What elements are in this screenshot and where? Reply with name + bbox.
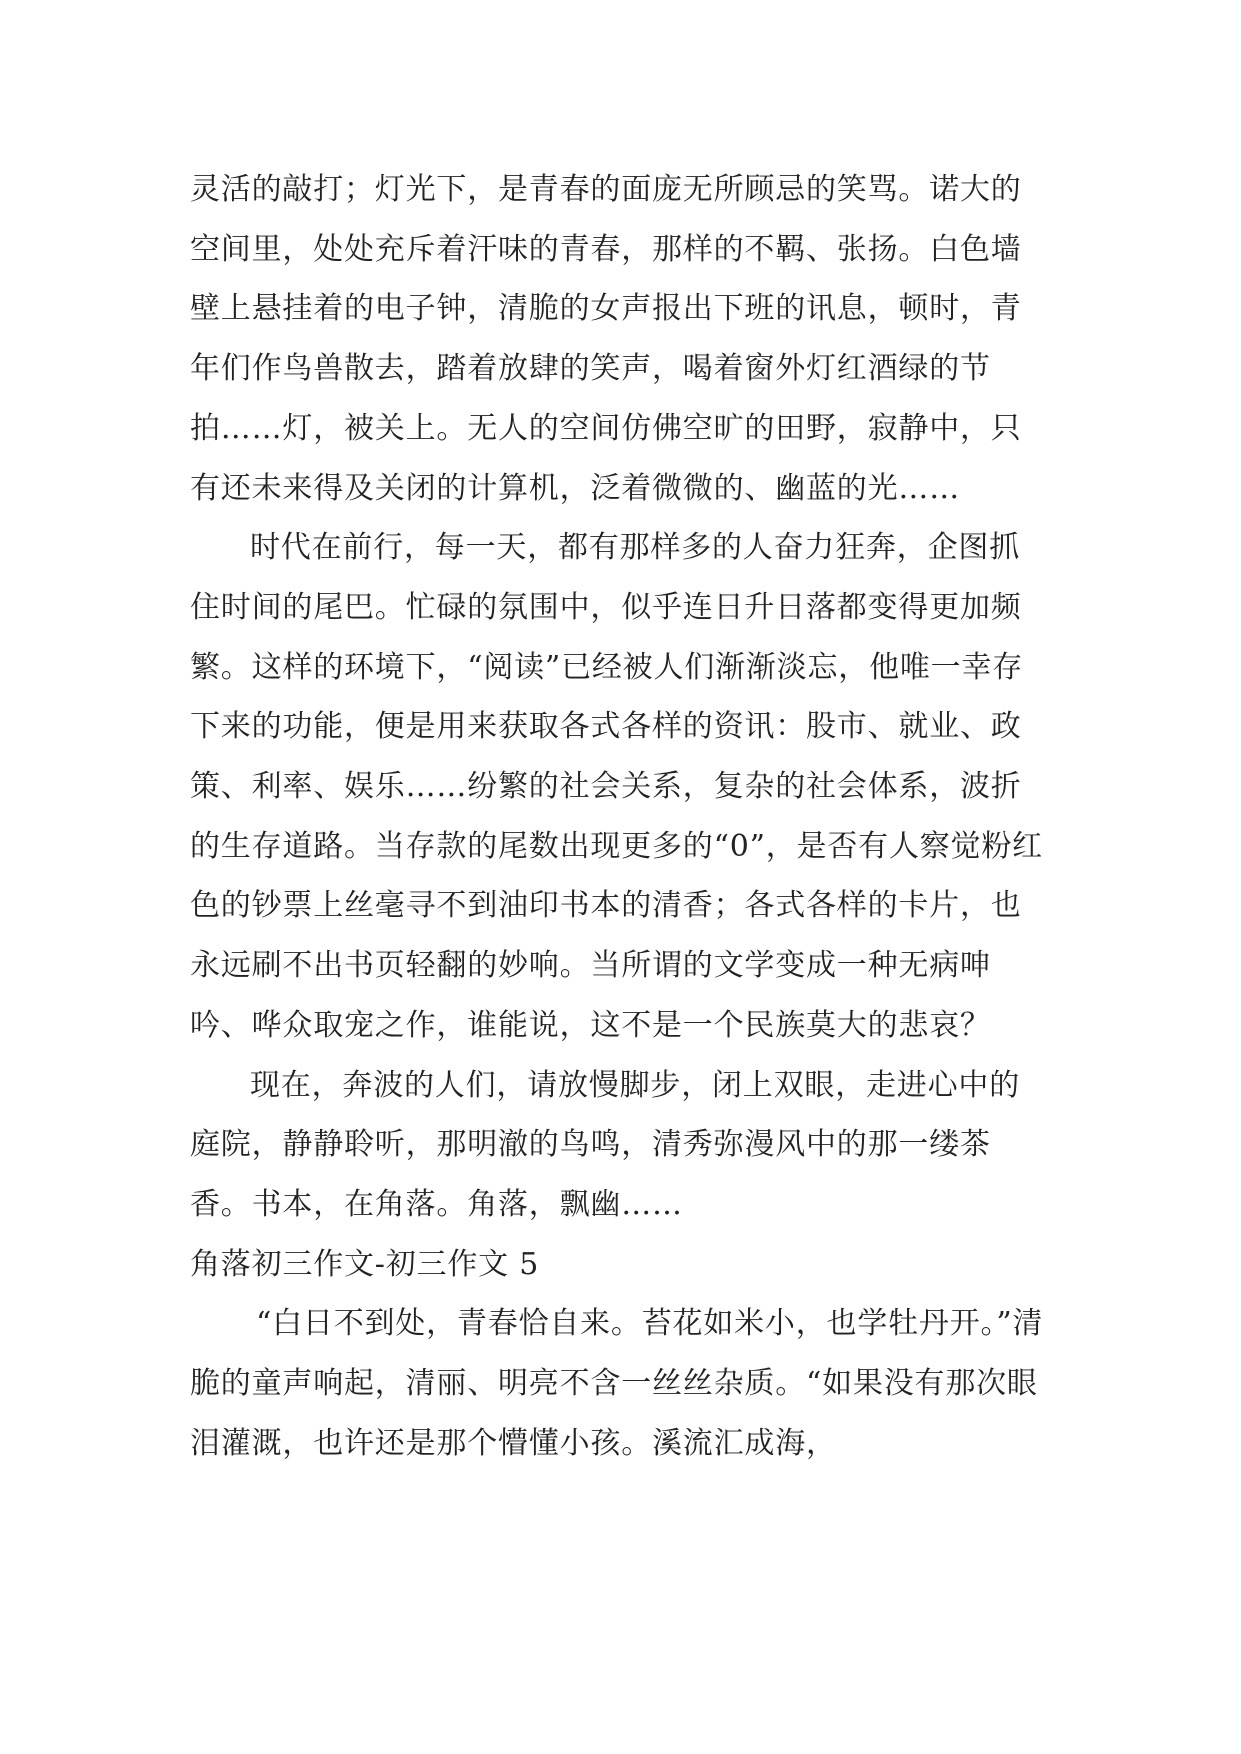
paragraph-2: 时代在前行，每一天，都有那样多的人奋力狂奔，企图抓住时间的尾巴。忙碌的氛围中，似乎连日升日落都变得更加频繁。这样的环境下，“阅读”已经被人们渐渐淡忘，他唯一幸存下来的功能，便是用来获取各式各样的资讯：股市、就业、政策、利率、娱乐……纷繁的社会关系，复杂的社会体系，波折的生存道路。当存款的尾数出现更多的“0”，是否有人察觉粉红色的钞票上丝毫寻不到油印书本的清香；各式各样的卡片，也永远刷不出书页轻翻的妙响。当所谓的文学变成一种无病呻吟、哗众取宠之作，谁能说，这不是一个民族莫大的悲哀？ (190, 530, 1043, 1043)
section-paragraph: “白日不到处，青春恰自来。苔花如米小，也学牡丹开。”清脆的童声响起，清丽、明亮不含一丝丝杂质。“如果没有那次眼泪灌溉，也许还是那个懵懂小孩。溪流汇成海， (190, 1306, 1044, 1461)
document-body (190, 160, 1050, 1473)
paragraph-3: 现在，奔波的人们，请放慢脚步，闭上双眼，走进心中的庭院，静静聆听，那明澈的鸟鸣，清秀弥漫风中的那一缕茶香。书本，在角落。角落，飘幽…… (190, 1067, 1020, 1222)
section-heading: 角落初三作文-初三作文 5 (190, 1246, 540, 1282)
paragraph-1: 灵活的敲打；灯光下，是青春的面庞无所顾忌的笑骂。诺大的空间里，处处充斥着汗味的青春，那样的不羁、张扬。白色墙壁上悬挂着的电子钟，清脆的女声报出下班的讯息，顿时，青年们作鸟兽散去，踏着放肆的笑声，喝着窗外灯红酒绿的节拍……灯，被关上。无人的空间仿佛空旷的田野，寂静中，只有还未来得及关闭的计算机，泛着微微的、幽蓝的光…… (190, 172, 1022, 506)
